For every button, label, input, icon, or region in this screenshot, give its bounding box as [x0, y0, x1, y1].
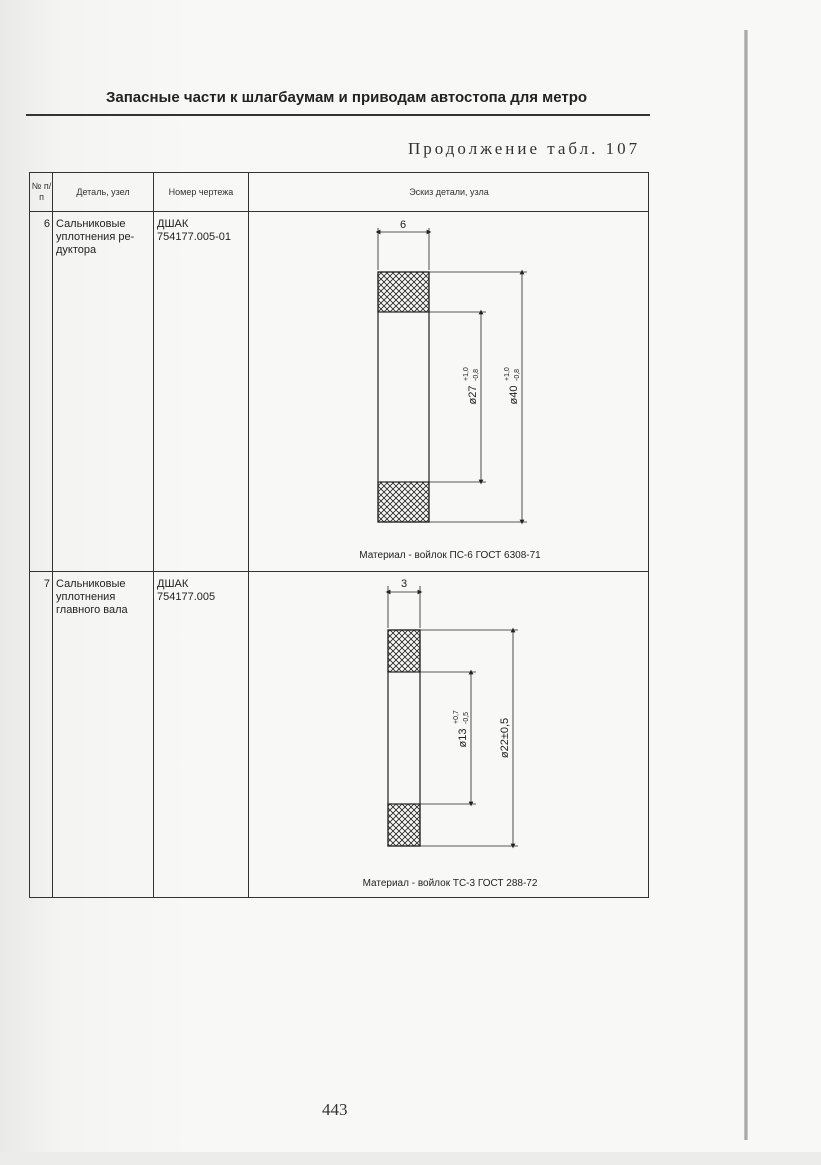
inner-tol-minus: -0,8	[473, 368, 480, 381]
inner-diameter-label: ø13	[457, 728, 469, 748]
row-number: 6	[43, 218, 50, 230]
section-header-title: Запасные части к шлагбаумам и приводам автостопа для метро	[106, 89, 588, 106]
row-number: 7	[43, 578, 50, 590]
col-header-sketch: Эскиз детали, узла	[409, 187, 489, 197]
col-header-number: № п/п	[31, 181, 52, 202]
page-number: 443	[322, 1100, 348, 1119]
part-name: Сальниковые уплотнения ре-дуктора	[56, 218, 135, 256]
outer-tol-minus: -0,8	[514, 368, 521, 381]
inner-tol-plus: +0,7	[453, 710, 460, 724]
inner-tol-plus: +1,0	[463, 367, 470, 381]
drawing-number: ДШАК 754177.005	[157, 578, 216, 603]
outer-diameter-label: ø40	[508, 385, 520, 405]
material-note: Материал - войлок ПС-6 ГОСТ 6308-71	[359, 550, 541, 561]
width-dim-label: 6	[399, 219, 407, 231]
drawing-number: ДШАК 754177.005-01	[157, 218, 232, 243]
material-note: Материал - войлок ТС-3 ГОСТ 288-72	[362, 878, 538, 889]
col-header-part: Деталь, узел	[76, 187, 130, 197]
width-dim-label: 3	[400, 578, 408, 590]
outer-tol-plus: +1,0	[504, 367, 511, 381]
outer-diameter-label: ø22±0,5	[499, 717, 511, 759]
seal-sketch-row7	[363, 578, 538, 889]
seal-sketch-row6	[359, 219, 541, 561]
inner-diameter-label: ø27	[467, 385, 479, 405]
inner-tol-minus: -0,5	[463, 711, 470, 724]
col-header-drawing: Номер чертежа	[168, 187, 234, 197]
part-name: Сальниковые уплотнения главного вала	[56, 578, 128, 616]
table-continuation-label: Продолжение табл. 107	[408, 139, 641, 158]
